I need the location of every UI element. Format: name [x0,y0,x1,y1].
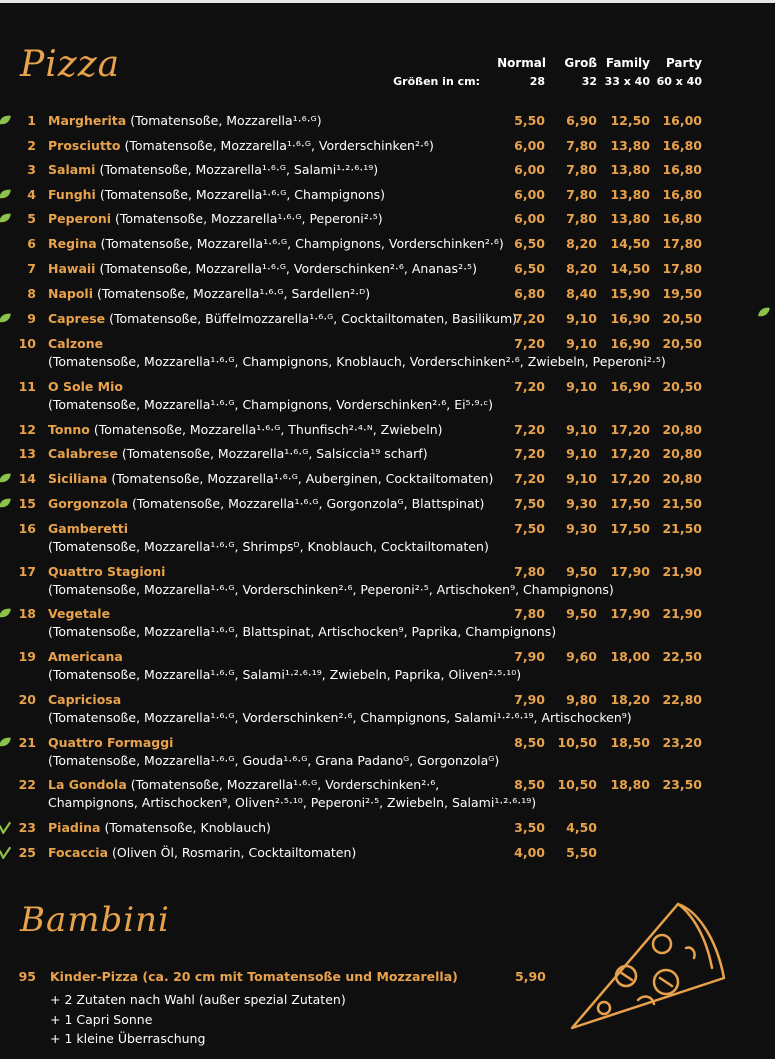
leaf-icon [0,737,12,747]
item-price: 17,20 [610,422,650,437]
item-ingredients: (Tomatensoße, Mozzarella¹·⁶·ᴳ, Shrimpsᴰ, Knoblauch, Cocktailtomaten) [48,539,489,554]
item-price: 9,10 [566,336,597,351]
sizes-label: Größen in cm: [393,75,480,88]
item-name: Calzone [48,336,104,351]
item-price: 9,10 [566,471,597,486]
item-number: 18 [18,606,36,621]
item-ingredients: (Tomatensoße, Büffelmozzarella¹·⁶·ᴳ, Cocktailtomaten, Basilikum) [109,311,518,326]
item-number: 14 [18,471,36,486]
item-ingredients: (Tomatensoße, Mozzarella¹·⁶·ᴳ, Champignons, Vorderschinken²·⁶) [100,236,504,251]
item-price: 4,50 [566,820,597,835]
item-price: 21,50 [662,521,702,536]
item-price: 17,90 [610,564,650,579]
item-price: 16,80 [662,211,702,226]
size-gross: 32 [581,75,597,88]
item-price: 16,90 [610,311,650,326]
pizza-slice-icon [566,896,730,1036]
item-ingredients: (Tomatensoße, Mozzarella¹·⁶·ᴳ, Blattspinat, Artischocken⁹, Paprika, Champignons) [48,624,557,639]
item-number: 20 [18,692,36,707]
item-price: 9,50 [566,564,597,579]
item-price: 16,90 [610,336,650,351]
item-price: 22,80 [662,692,702,707]
item-price: 10,50 [557,735,597,750]
item-name: Gorgonzola [48,496,129,511]
item-price: 5,50 [566,845,597,860]
item-ingredients: (Tomatensoße, Mozzarella¹·⁶·ᴳ) [130,113,322,128]
item-price: 9,10 [566,446,597,461]
item-number: 21 [18,735,36,750]
item-name: Calabrese [48,446,118,461]
item-ingredients: (Tomatensoße, Mozzarella¹·⁶·ᴳ, Salami¹·²·⁶·¹⁹) [99,162,379,177]
leaf-icon [0,213,12,223]
item-number: 1 [27,113,36,128]
item-price: 19,50 [662,286,702,301]
item-price: 17,50 [610,521,650,536]
item-price: 7,90 [514,692,545,707]
item-price: 13,80 [610,211,650,226]
leaf-icon [0,115,12,125]
item-name: Americana [48,649,123,664]
item-price: 7,50 [514,521,545,536]
item-price: 8,40 [566,286,597,301]
item-price: 17,80 [662,261,702,276]
item-price: 7,20 [514,446,545,461]
item-name: Capriciosa [48,692,122,707]
item-ingredients: (Tomatensoße, Mozzarella¹·⁶·ᴳ, Salami¹·²·⁶·¹⁹, Zwiebeln, Paprika, Oliven²·⁵·¹⁰) [48,667,522,682]
col-header-family: Family [605,56,650,70]
item-price: 22,50 [662,649,702,664]
item-price: 16,80 [662,162,702,177]
item-number: 95 [18,969,36,984]
item-ingredients: (Tomatensoße, Mozzarella¹·⁶·ᴳ, Champignons, Vorderschinken²·⁶, Ei⁵·⁹·ᶜ) [48,397,494,412]
item-ingredients: (Tomatensoße, Mozzarella¹·⁶·ᴳ, Gorgonzolaᴳ, Blattspinat) [132,496,485,511]
col-header-party: Party [665,56,702,70]
item-ingredients: (Tomatensoße, Mozzarella¹·⁶·ᴳ, Salsiccia¹⁹ scharf) [121,446,428,461]
item-name: Focaccia [48,845,109,860]
item-price: 7,80 [566,138,597,153]
item-price: 6,50 [514,261,545,276]
section-title-pizza: Pizza [20,44,121,85]
item-ingredients: (Tomatensoße, Mozzarella¹·⁶·ᴳ, Vorderschinken²·⁶, Peperoni²·⁵, Artischoken⁹, Champignons) [48,582,614,597]
item-price: 9,60 [566,649,597,664]
leaf-icon [0,473,12,483]
item-price: 8,50 [514,777,545,792]
item-price: 17,20 [610,446,650,461]
bambini-extra: + 1 kleine Überraschung [50,1031,206,1046]
item-price: 12,50 [610,113,650,128]
item-price: 7,20 [514,422,545,437]
item-price: 20,50 [662,379,702,394]
item-price: 7,20 [514,336,545,351]
item-number: 8 [27,286,36,301]
item-price: 9,10 [566,422,597,437]
item-price: 14,50 [610,236,650,251]
item-price: 7,90 [514,649,545,664]
item-price: 20,50 [662,311,702,326]
item-price: 23,20 [662,735,702,750]
leaf-icon [0,608,12,618]
item-price: 9,50 [566,606,597,621]
item-price: 9,30 [566,496,597,511]
item-price: 7,80 [566,187,597,202]
col-header-normal: Normal [497,56,546,70]
item-ingredients: (Oliven Öl, Rosmarin, Cocktailtomaten) [112,845,357,860]
item-price: 20,50 [662,336,702,351]
item-price: 17,20 [610,471,650,486]
item-price: 16,80 [662,138,702,153]
item-price: 20,80 [662,471,702,486]
item-number: 9 [27,311,36,326]
item-price: 23,50 [662,777,702,792]
vegan-check-icon [0,846,12,859]
item-number: 5 [27,211,36,226]
item-ingredients: Champignons, Artischocken⁹, Oliven²·⁵·¹⁰, Peperoni²·⁵, Zwiebeln, Salami¹·²·⁶·¹⁹) [48,795,537,810]
item-price: 14,50 [610,261,650,276]
item-number: 19 [18,649,36,664]
item-price: 18,00 [610,649,650,664]
item-price: 4,00 [514,845,545,860]
item-number: 15 [18,496,36,511]
item-price: 6,00 [514,187,545,202]
item-price: 7,20 [514,471,545,486]
leaf-icon [0,189,12,199]
item-price: 6,50 [514,236,545,251]
item-price: 16,00 [662,113,702,128]
item-price: 5,90 [515,969,546,984]
item-name: Kinder-Pizza (ca. 20 cm mit Tomatensoße und Mozzarella) [50,969,458,984]
item-price: 7,20 [514,311,545,326]
item-price: 7,80 [514,564,545,579]
item-number: 23 [18,820,36,835]
item-name: Napoli [48,286,94,301]
item-name: Margherita [48,113,127,128]
item-number: 25 [18,845,36,860]
item-ingredients: (Tomatensoße, Mozzarella¹·⁶·ᴳ, Vorderschinken²·⁶, [130,777,440,792]
item-price: 6,00 [514,138,545,153]
item-price: 7,80 [566,211,597,226]
item-price: 9,80 [566,692,597,707]
item-price: 18,50 [610,735,650,750]
section-title-bambini: Bambini [20,900,170,940]
item-price: 7,80 [514,606,545,621]
item-ingredients: (Tomatensoße, Knoblauch) [104,820,271,835]
item-ingredients: (Tomatensoße, Mozzarella¹·⁶·ᴳ, Gouda¹·⁶·ᴳ, Grana Padanoᴳ, Gorgonzolaᴳ) [48,753,500,768]
item-price: 21,90 [662,564,702,579]
item-number: 13 [18,446,36,461]
item-ingredients: (Tomatensoße, Mozzarella¹·⁶·ᴳ, Vorderschinken²·⁶, Ananas²·⁵) [99,261,477,276]
item-price: 13,80 [610,138,650,153]
item-price: 6,00 [514,211,545,226]
size-normal: 28 [529,75,545,88]
item-ingredients: (Tomatensoße, Mozzarella¹·⁶·ᴳ, Champignons) [99,187,385,202]
item-number: 4 [27,187,36,202]
bambini-extra: + 2 Zutaten nach Wahl (außer spezial Zutaten) [50,992,346,1007]
item-price: 17,50 [610,496,650,511]
item-number: 12 [18,422,36,437]
item-price: 7,50 [514,496,545,511]
item-price: 7,20 [514,379,545,394]
item-ingredients: (Tomatensoße, Mozzarella¹·⁶·ᴳ, Thunfisch²·⁴·ᴺ, Zwiebeln) [93,422,443,437]
item-price: 21,90 [662,606,702,621]
size-family: 33 x 40 [604,75,650,88]
item-price: 20,80 [662,422,702,437]
item-name: Salami [48,162,96,177]
top-edge [0,0,775,3]
item-name: Quattro Formaggi [48,735,174,750]
vegan-check-icon [0,821,12,834]
item-price: 21,50 [662,496,702,511]
leaf-icon-right [757,307,771,317]
item-price: 17,90 [610,606,650,621]
item-price: 8,20 [566,261,597,276]
item-ingredients: (Tomatensoße, Mozzarella¹·⁶·ᴳ, Peperoni²·⁵) [115,211,383,226]
item-price: 6,80 [514,286,545,301]
item-name: Caprese [48,311,106,326]
item-price: 9,10 [566,379,597,394]
item-name: Vegetale [48,606,111,621]
item-name: Prosciutto [48,138,121,153]
leaf-icon [0,498,12,508]
item-name: La Gondola [48,777,127,792]
item-number: 3 [27,162,36,177]
item-price: 8,20 [566,236,597,251]
item-name: Hawaii [48,261,96,276]
item-number: 2 [27,138,36,153]
item-price: 9,30 [566,521,597,536]
item-number: 11 [18,379,36,394]
item-number: 17 [18,564,36,579]
leaf-icon [0,313,12,323]
item-price: 18,80 [610,777,650,792]
item-price: 6,90 [566,113,597,128]
item-price: 17,80 [662,236,702,251]
item-name: Tonno [48,422,90,437]
item-number: 16 [18,521,36,536]
item-number: 7 [27,261,36,276]
item-price: 16,90 [610,379,650,394]
item-price: 8,50 [514,735,545,750]
item-ingredients: (Tomatensoße, Mozzarella¹·⁶·ᴳ, Sardellen²·ᴰ) [97,286,371,301]
item-name: O Sole Mio [48,379,123,394]
item-number: 10 [18,336,36,351]
col-header-gross: Groß [564,56,597,70]
item-price: 5,50 [514,113,545,128]
bambini-extra: + 1 Capri Sonne [50,1012,153,1027]
item-price: 15,90 [610,286,650,301]
item-name: Piadina [48,820,101,835]
item-ingredients: (Tomatensoße, Mozzarella¹·⁶·ᴳ, Champignons, Knoblauch, Vorderschinken²·⁶, Zwiebeln, Peperoni²·⁵) [48,354,666,369]
item-ingredients: (Tomatensoße, Mozzarella¹·⁶·ᴳ, Auberginen, Cocktailtomaten) [111,471,494,486]
item-price: 13,80 [610,162,650,177]
item-name: Funghi [48,187,96,202]
item-name: Peperoni [48,211,112,226]
item-name: Quattro Stagioni [48,564,166,579]
item-name: Siciliana [48,471,108,486]
item-price: 9,10 [566,311,597,326]
item-number: 22 [18,777,36,792]
item-price: 3,50 [514,820,545,835]
item-price: 20,80 [662,446,702,461]
item-price: 16,80 [662,187,702,202]
item-number: 6 [27,236,36,251]
item-price: 18,20 [610,692,650,707]
size-party: 60 x 40 [656,75,702,88]
item-price: 13,80 [610,187,650,202]
item-price: 7,80 [566,162,597,177]
item-name: Regina [48,236,97,251]
item-price: 6,00 [514,162,545,177]
item-price: 10,50 [557,777,597,792]
item-ingredients: (Tomatensoße, Mozzarella¹·⁶·ᴳ, Vorderschinken²·⁶, Champignons, Salami¹·²·⁶·¹⁹, Artischocken⁹) [48,710,632,725]
item-name: Gamberetti [48,521,129,536]
item-ingredients: (Tomatensoße, Mozzarella¹·⁶·ᴳ, Vorderschinken²·⁶) [124,138,434,153]
